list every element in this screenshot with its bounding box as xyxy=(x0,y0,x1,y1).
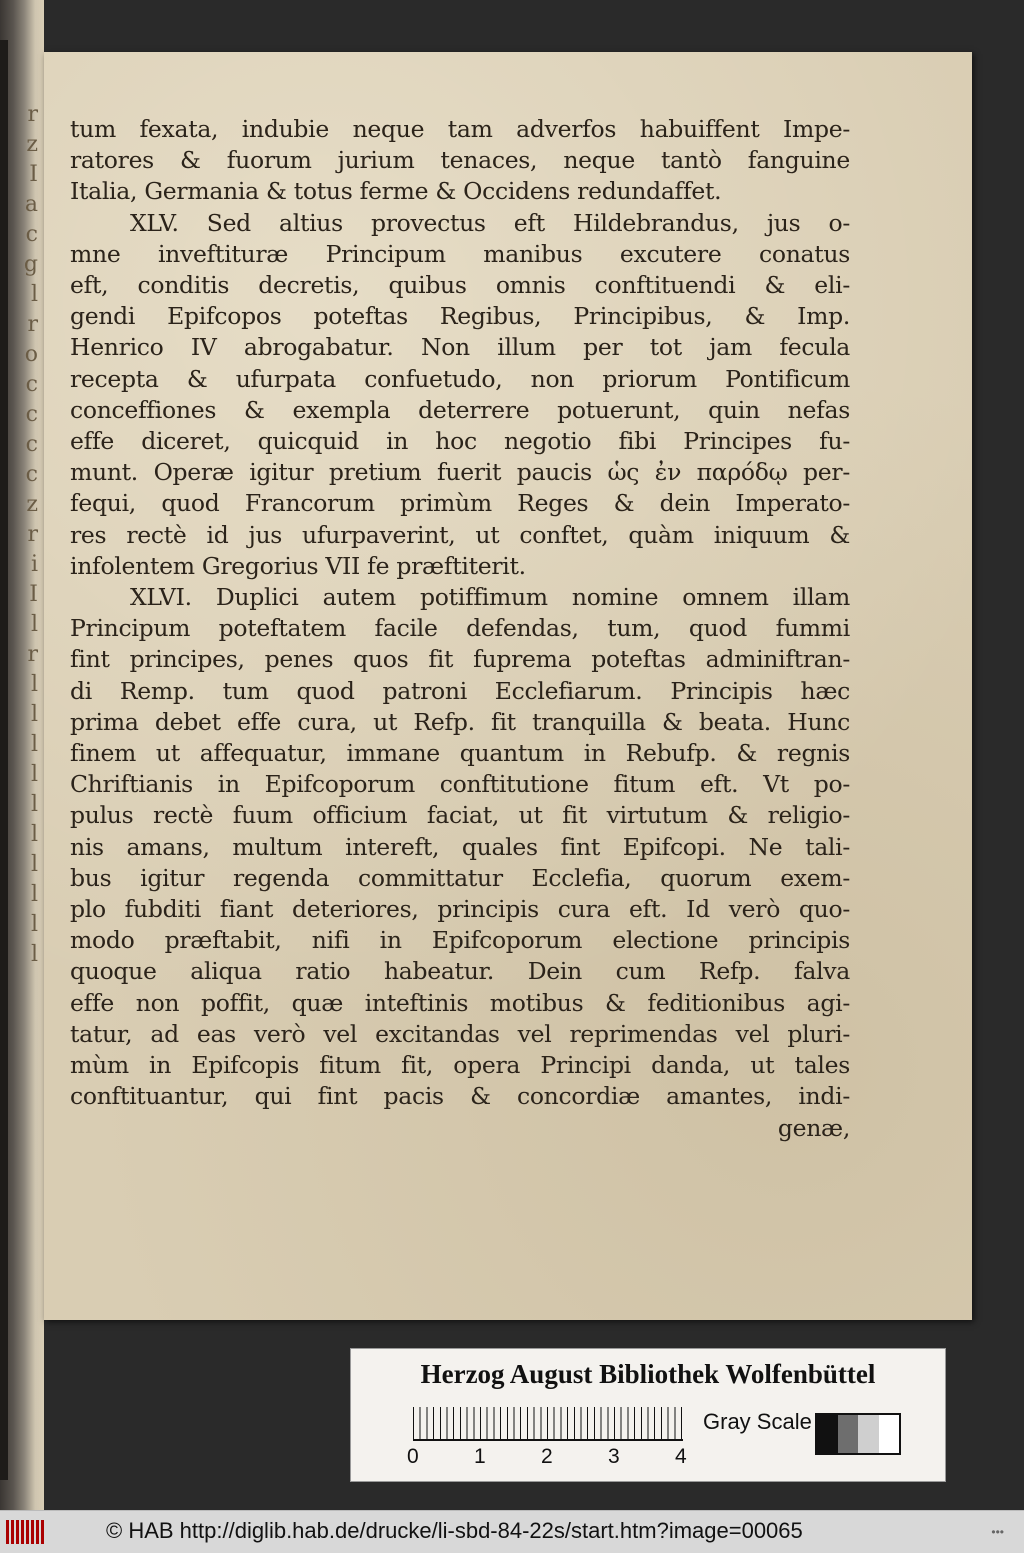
text-line: ratores & fuorum jurium tenaces, neque tantò fanguine xyxy=(70,146,850,175)
verso-mark: z xyxy=(26,132,38,157)
source-url[interactable]: © HAB http://diglib.hab.de/drucke/li-sbd-84-22s/start.htm?image=00065 xyxy=(106,1518,803,1543)
text-line: conceffiones & exempla deterrere potuerunt, quin nefas xyxy=(70,395,850,424)
text-line: tum fexata, indubie neque tam adverfos habuiffent Impe- xyxy=(70,115,850,143)
text-line: genæ, xyxy=(777,1113,850,1142)
text-line: XLVI. Duplici autem potiffimum nomine omnem illam xyxy=(130,583,850,612)
page-text xyxy=(70,114,850,1144)
text-line: quoque aliqua ratio habeatur. Dein cum Refp. falva xyxy=(70,957,850,986)
verso-mark: c xyxy=(25,432,38,457)
verso-mark: l xyxy=(30,852,38,877)
verso-mark: l xyxy=(30,672,38,697)
gray-swatch xyxy=(817,1415,838,1453)
footer-bar xyxy=(0,1510,1024,1553)
text-line: recepta & ufurpata confuetudo, non priorum Pontificum xyxy=(70,364,850,393)
ruler-number: 1 xyxy=(474,1445,486,1468)
text-line: Henrico IV abrogabatur. Non illum per tot jam fecula xyxy=(70,333,850,362)
text-line: effe non poffit, quæ inteftinis motibus & feditionibus agi- xyxy=(70,988,850,1017)
verso-mark: l xyxy=(30,822,38,847)
text-line: finem ut affequatur, immane quantum in Rebufp. & regnis xyxy=(70,739,850,768)
verso-mark: l xyxy=(30,282,38,307)
gray-scale-swatches xyxy=(815,1413,901,1455)
text-line: plo fubditi fiant deteriores, principis cura eft. Id verò quo- xyxy=(70,895,850,924)
verso-mark: g xyxy=(23,252,38,277)
ruler-number: 2 xyxy=(541,1445,553,1468)
text-line: Chriftianis in Epifcoporum conftitutione fitum eft. Vt po- xyxy=(70,770,850,799)
verso-mark: r xyxy=(27,102,38,127)
verso-page-edge xyxy=(0,100,44,1000)
gray-scale-label: Gray Scale xyxy=(703,1409,812,1434)
text-line: pulus rectè fuum officium faciat, ut fit virtutum & religio- xyxy=(70,801,850,830)
verso-mark: c xyxy=(25,462,38,487)
text-line: XLV. Sed altius provectus eft Hildebrandus, jus o- xyxy=(130,208,850,237)
library-name: Herzog August Bibliothek Wolfenbüttel xyxy=(420,1359,876,1389)
gray-swatch xyxy=(858,1415,879,1453)
color-calibration-card xyxy=(350,1348,946,1482)
verso-mark: i xyxy=(30,552,38,577)
ruler-number: 0 xyxy=(407,1445,419,1468)
text-line: infolentem Gregorius VII fe præftiterit. xyxy=(70,551,526,580)
text-line: gendi Epifcopos poteftas Regibus, Principibus, & Imp. xyxy=(70,302,850,331)
text-line: eft, conditis decretis, quibus omnis conftituendi & eli- xyxy=(70,271,850,300)
text-line: modo præftabit, nifi in Epifcoporum electione principis xyxy=(70,926,850,955)
verso-mark: I xyxy=(29,582,38,607)
verso-mark: l xyxy=(30,912,38,937)
text-line: fequi, quod Francorum primùm Reges & dein Imperato- xyxy=(70,489,850,518)
text-line: prima debet effe cura, ut Refp. fit tranquilla & beata. Hunc xyxy=(70,707,850,736)
verso-mark: c xyxy=(25,372,38,397)
hab-logo-icon xyxy=(6,1520,46,1544)
verso-mark: o xyxy=(24,342,38,367)
verso-mark: l xyxy=(30,702,38,727)
ruler-numbers xyxy=(407,1445,707,1471)
verso-mark: l xyxy=(30,732,38,757)
ruler-number: 3 xyxy=(608,1445,620,1468)
verso-mark: l xyxy=(30,762,38,787)
verso-mark: c xyxy=(25,222,38,247)
verso-mark: c xyxy=(25,402,38,427)
text-line: effe diceret, quicquid in hoc negotio fibi Principes fu- xyxy=(70,427,850,456)
text-line: mne inveftituræ Principum manibus excutere conatus xyxy=(70,239,850,268)
text-line: Principum poteftatem facile defendas, tum, quod fummi xyxy=(70,614,850,643)
more-icon[interactable]: ••• xyxy=(991,1525,1004,1539)
verso-mark: r xyxy=(27,642,38,667)
verso-mark: a xyxy=(24,192,38,217)
text-line: mùm in Epifcopis fitum fit, opera Principi danda, ut tales xyxy=(70,1051,850,1080)
verso-mark: l xyxy=(30,882,38,907)
scale-ruler xyxy=(413,1407,683,1441)
verso-mark: I xyxy=(29,162,38,187)
verso-mark: z xyxy=(26,492,38,517)
text-line: res rectè id jus ufurpaverint, ut conftet, quàm iniquum & xyxy=(70,520,850,549)
text-line: nis amans, multum intereft, quales fint Epifcopi. Ne tali- xyxy=(70,832,850,861)
verso-mark: l xyxy=(30,792,38,817)
verso-mark: l xyxy=(30,612,38,637)
text-line: Italia, Germania & totus ferme & Occidens redundaffet. xyxy=(70,177,722,206)
text-line: tatur, ad eas verò vel excitandas vel reprimendas vel pluri- xyxy=(70,1019,850,1048)
gray-swatch xyxy=(838,1415,859,1453)
text-line: conftituantur, qui fint pacis & concordiæ amantes, indi- xyxy=(70,1082,850,1111)
verso-mark: r xyxy=(27,522,38,547)
verso-mark: r xyxy=(27,312,38,337)
gray-swatch xyxy=(879,1415,900,1453)
text-line: fint principes, penes quos fit fuprema poteftas adminiftran- xyxy=(70,645,850,674)
text-line: munt. Operæ igitur pretium fuerit paucis ὡς ἐν παρόδῳ per- xyxy=(70,458,850,487)
verso-mark: l xyxy=(30,942,38,967)
text-line: bus igitur regenda committatur Ecclefia, quorum exem- xyxy=(70,863,850,892)
ruler-number: 4 xyxy=(675,1445,687,1468)
book-page xyxy=(44,52,972,1320)
text-line: di Remp. tum quod patroni Ecclefiarum. Principis hæc xyxy=(70,676,850,705)
